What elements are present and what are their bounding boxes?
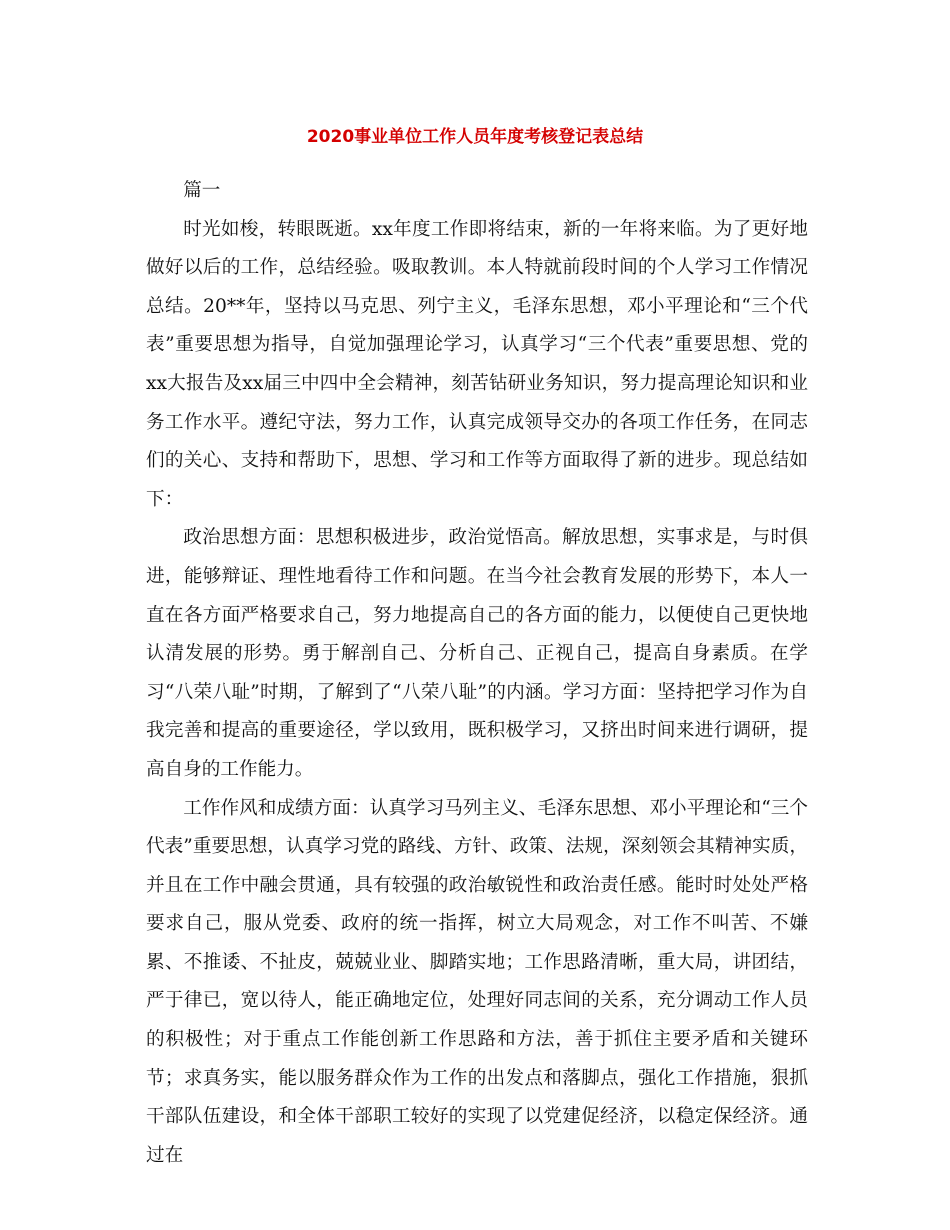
section-label: 篇一 bbox=[183, 180, 221, 201]
document-body bbox=[146, 172, 808, 1175]
paragraph-political-thought: 政治思想方面：思想积极进步，政治觉悟高。解放思想，实事求是，与时俱进，能够辩证、理性地看待工作和问题。在当今社会教育发展的形势下，本人一直在各方面严格要求自己，努力地提高自己的各方面的能力，以便使自己更快地认清发展的形势。勇于解剖自己、分析自己、正视自己，提高自身素质。在学习“八荣八耻”时期，了解到了“八荣八耻”的内涵。学习方面：坚持把学习作为自我完善和提高的重要途径，学以致用，既积极学习，又挤出时间来进行调研，提高自身的工作能力。 bbox=[146, 527, 808, 780]
paragraph-intro: 时光如梭，转眼既逝。xx年度工作即将结束，新的一年将来临。为了更好地做好以后的工作，总结经验。吸取教训。本人特就前段时间的个人学习工作情况总结。20**年，坚持以马克思、列宁主义，毛泽东思想，邓小平理论和“三个代表”重要思想为指导，自觉加强理论学习，认真学习“三个代表”重要思想、党的xx大报告及xx届三中四中全会精神，刻苦钻研业务知识，努力提高理论知识和业务工作水平。遵纪守法，努力工作，认真完成领导交办的各项工作任务，在同志们的关心、支持和帮助下，思想、学习和工作等方面取得了新的进步。现总结如下： bbox=[146, 218, 808, 510]
document-title: 2020事业单位工作人员年度考核登记表总结 bbox=[306, 127, 644, 147]
paragraph-work-style: 工作作风和成绩方面：认真学习马列主义、毛泽东思想、邓小平理论和“三个代表”重要思想，认真学习党的路线、方针、政策、法规，深刻领会其精神实质，并且在工作中融会贯通，具有较强的政治敏锐性和政治责任感。能时时处处严格要求自己，服从党委、政府的统一指挥，树立大局观念，对工作不叫苦、不嫌累、不推诿、不扯皮，兢兢业业、脚踏实地；工作思路清晰，重大局，讲团结，严于律已，宽以待人，能正确地定位，处理好同志间的关系，充分调动工作人员的积极性；对于重点工作能创新工作思路和方法，善于抓住主要矛盾和关键环节；求真务实，能以服务群众作为工作的出发点和落脚点，强化工作措施，狠抓干部队伍建设，和全体干部职工较好的实现了以党建促经济，以稳定保经济。通过在 bbox=[146, 797, 808, 1166]
